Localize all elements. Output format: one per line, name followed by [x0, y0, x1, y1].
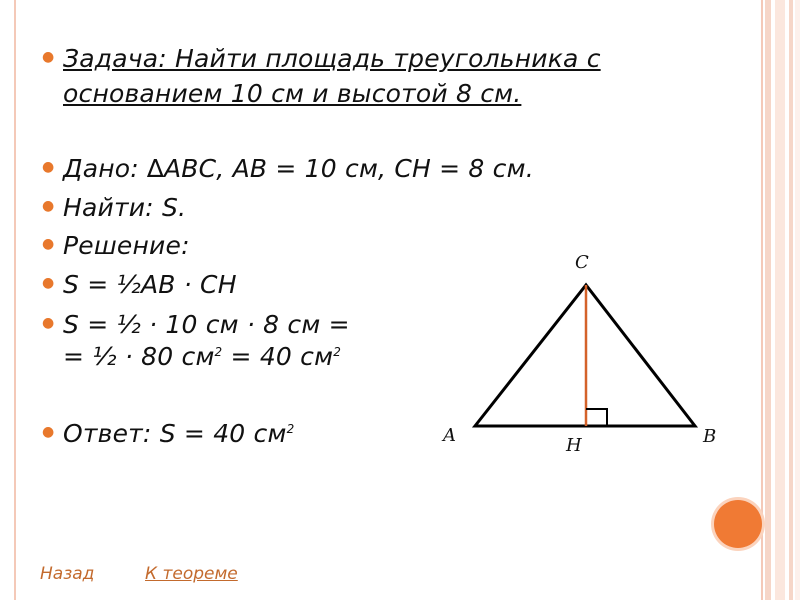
- bullet-icon: ●: [42, 236, 55, 252]
- bullet-icon: ●: [42, 424, 55, 440]
- answer-main: Ответ: S = 40 см: [63, 419, 287, 448]
- vertex-label-c: C: [575, 252, 589, 273]
- formula-text: S = ½AB · CH: [63, 270, 237, 299]
- decor-circle: [714, 500, 762, 548]
- calc-line-1: S = ½ · 10 см · 8 см =: [63, 310, 350, 339]
- calc-line-2-part-a: = ½ · 80 см: [63, 342, 215, 371]
- back-link[interactable]: Назад: [40, 564, 95, 584]
- bullet-icon: ●: [42, 159, 55, 175]
- bullet-icon: ●: [42, 315, 55, 331]
- given-text: Дано: ∆ABC, AB = 10 см, CH = 8 см.: [63, 154, 534, 183]
- solution-label: Решение:: [63, 231, 190, 260]
- answer-exponent: 2: [286, 422, 295, 436]
- theorem-link[interactable]: К теореме: [145, 564, 238, 584]
- bullet-icon: ●: [42, 49, 55, 65]
- bullet-icon: ●: [42, 275, 55, 291]
- calc-exponent: 2: [214, 345, 223, 359]
- foot-label-h: H: [566, 435, 582, 456]
- calc-exponent: 2: [333, 345, 342, 359]
- bullet-icon: ●: [42, 198, 55, 214]
- right-angle-mark: [586, 409, 607, 426]
- task-line-1: Задача: Найти площадь треугольника с: [63, 44, 601, 73]
- find-text: Найти: S.: [63, 193, 187, 222]
- calc-line-2-part-b: = 40 см: [222, 342, 334, 371]
- vertex-label-b: B: [703, 426, 717, 447]
- task-line-2: основанием 10 см и высотой 8 см.: [63, 79, 522, 108]
- vertex-label-a: A: [443, 425, 456, 446]
